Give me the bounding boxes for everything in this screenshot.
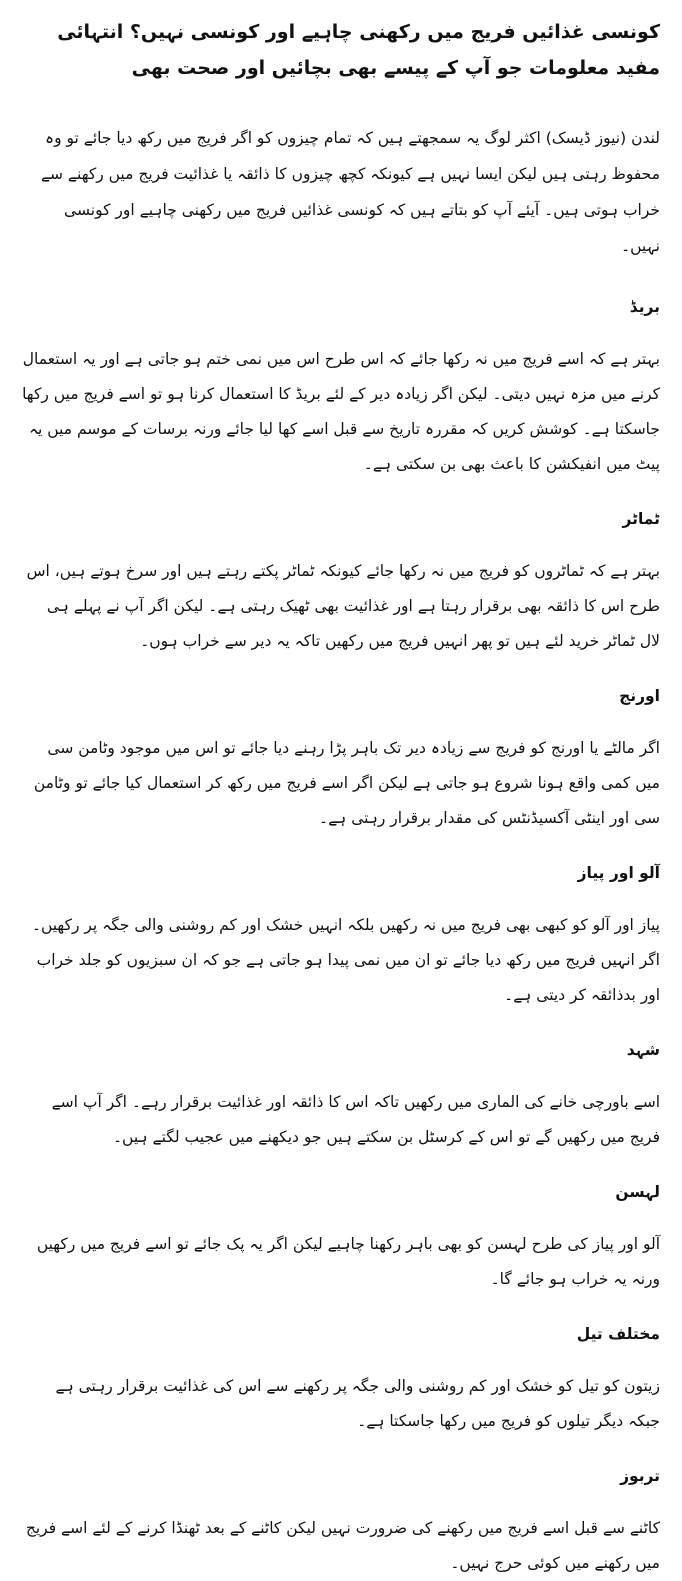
section-tomato — [22, 504, 660, 659]
section-oils — [22, 1319, 660, 1439]
section-text: اسے باورچی خانے کی الماری میں رکھیں تاکہ اس کا ذائقہ اور غذائیت برقرار رہے۔ اگر آپ اسے فریج میں رکھیں گے تو اس کے کرسٹل بن سکتے ہیں جو دیکھنے میں عجیب لگتے ہیں۔ — [51, 1093, 660, 1146]
section-heading: آلو اور پیاز — [577, 864, 660, 882]
section-bread — [22, 292, 660, 482]
section-honey — [22, 1035, 660, 1155]
section-text: پیاز اور آلو کو کبھی بھی فریج میں نہ رکھیں بلکہ انہیں خشک اور کم روشنی والی جگہ پر رکھیں۔ اگر انہیں فریج میں رکھ دیا جائے تو ان میں نمی پیدا ہو جاتی ہے جو کہ ان سبزیوں کو جلد خراب اور بدذائقہ کر دیتی ہے۔ — [31, 916, 660, 1004]
article-intro: لندن (نیوز ڈیسک) اکثر لوگ یہ سمجھتے ہیں کہ تمام چیزوں کو اگر فریج میں رکھ دیا جائے تو وہ محفوظ رہتی ہیں لیکن ایسا نہیں ہے کیونکہ کچھ چیزوں کا ذائقہ یا غذائیت فریج میں رکھنے سے خراب ہوتی ہیں۔ آیئے آپ کو بتاتے ہیں کہ کونسی غذائیں فریج میں رکھنی چاہیے اور کونسی نہیں۔ — [40, 129, 660, 255]
article-title: کونسی غذائیں فریج میں رکھنی چاہیے اور کونسی نہیں؟ انتہائی مفید معلومات جو آپ کے پیسے بھی بچائیں اور صحت بھی — [57, 21, 660, 79]
section-text: اگر مالٹے یا اورنج کو فریج سے زیادہ دیر تک باہر پڑا رہنے دیا جائے تو اس میں موجود وٹامن سی میں کمی واقع ہونا شروع ہو جاتی ہے لیکن اگر اسے فریج میں رکھ کر استعمال کیا جائے تو وٹامن سی اور اینٹی آکسیڈنٹس کی مقدار برقرار رہتی ہے۔ — [33, 739, 660, 827]
section-heading: ٹماٹر — [622, 510, 660, 528]
section-garlic — [22, 1177, 660, 1297]
section-text: کاٹنے سے قبل اسے فریج میں رکھنے کی ضرورت نہیں لیکن کاٹنے کے بعد ٹھنڈا کرنے کے لئے اسے فریج میں رکھنے میں کوئی حرج نہیں۔ — [25, 1519, 660, 1572]
section-heading: شہد — [626, 1041, 660, 1059]
section-text: بہتر ہے کہ اسے فریج میں نہ رکھا جائے کہ اس طرح اس میں نمی ختم ہو جاتی ہے اور یہ استعمال کرنے میں مزہ نہیں دیتی۔ لیکن اگر زیادہ دیر کے لئے بریڈ کا استعمال کرنا ہو تو اسے فریج میں رکھا جاسکتا ہے۔ کوشش کریں کہ مقررہ تاریخ سے قبل اسے کھا لیا جائے ورنہ برسات کے موسم میں یہ پیٹ میں انفیکشن کا باعث بھی بن سکتی ہے۔ — [22, 350, 660, 473]
section-text: بہتر ہے کہ ٹماٹروں کو فریج میں نہ رکھا جائے کیونکہ ٹماٹر پکتے رہتے ہیں اور سرخ ہوتے ہیں، اس طرح اس کا ذائقہ بھی برقرار رہتا ہے اور غذائیت بھی ٹھیک رہتی ہے۔ لیکن اگر آپ نے پہلے ہی لال ٹماٹر خرید لئے ہیں تو پھر انہیں فریج میں رکھیں تاکہ یہ دیر سے خراب ہوں۔ — [26, 562, 660, 650]
section-heading: تربوز — [620, 1467, 660, 1485]
section-text: زیتون کو تیل کو خشک اور کم روشنی والی جگہ پر رکھنے سے اس کی غذائیت برقرار رہتی ہے جبکہ دیگر تیلوں کو فریج میں رکھا جاسکتا ہے۔ — [55, 1377, 660, 1430]
section-watermelon — [22, 1461, 660, 1581]
section-heading: اورنج — [619, 687, 660, 705]
section-heading: لہسن — [615, 1183, 660, 1201]
section-heading: مختلف تیل — [576, 1325, 660, 1343]
section-heading: بریڈ — [629, 298, 660, 316]
section-orange — [22, 681, 660, 836]
section-potato-onion — [22, 858, 660, 1013]
section-text: آلو اور پیاز کی طرح لہسن کو بھی باہر رکھنا چاہیے لیکن اگر یہ پک جائے تو اسے فریج میں رکھیں ورنہ یہ خراب ہو جائے گا۔ — [36, 1235, 660, 1288]
